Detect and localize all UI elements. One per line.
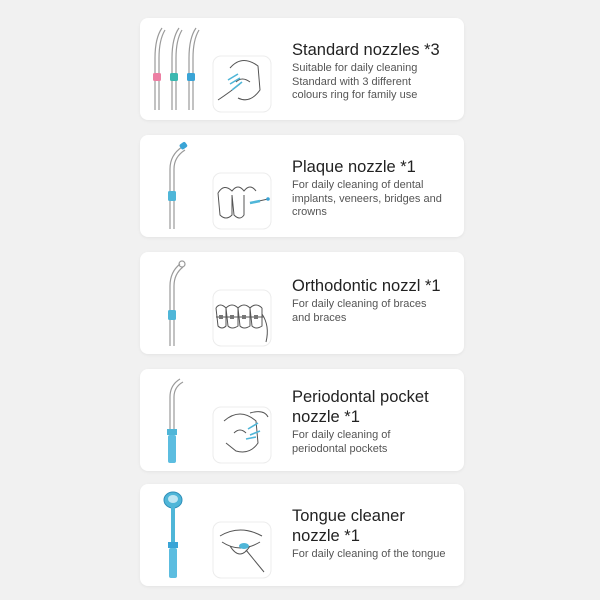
product-title: Periodontal pocket nozzle *1: [292, 388, 429, 426]
product-title: Tongue cleaner nozzle *1: [292, 507, 405, 545]
product-description: Suitable for daily cleaning Standard with 3 different colours ring for family use: [292, 62, 418, 101]
product-card-plaque: [140, 135, 464, 237]
product-card-tongue: [140, 484, 464, 586]
product-card-orthodontic: [140, 252, 464, 354]
standard-nozzle-icon: [140, 18, 210, 120]
plaque-nozzle-icon: [140, 135, 210, 237]
product-description: For daily cleaning of periodontal pockets: [292, 429, 391, 455]
product-description: For daily cleaning of dental implants, veneers, bridges and crowns: [292, 179, 442, 218]
mouth-spray-icon: [210, 18, 275, 120]
tongue-icon: [210, 484, 275, 586]
product-card-periodontal: [140, 369, 464, 471]
braces-teeth-icon: [210, 252, 275, 354]
mouth-spray-icon: [210, 369, 275, 471]
product-description: For daily cleaning of braces and braces: [292, 298, 427, 324]
product-description: For daily cleaning of the tongue: [292, 548, 446, 560]
product-title: Standard nozzles *3: [292, 41, 440, 59]
teeth-brush-icon: [210, 135, 275, 237]
periodontal-nozzle-icon: [140, 369, 210, 471]
product-title: Orthodontic nozzl *1: [292, 277, 441, 295]
orthodontic-nozzle-icon: [140, 252, 210, 354]
product-title: Plaque nozzle *1: [292, 158, 416, 176]
product-card-standard: [140, 18, 464, 120]
tongue-cleaner-icon: [140, 484, 210, 586]
